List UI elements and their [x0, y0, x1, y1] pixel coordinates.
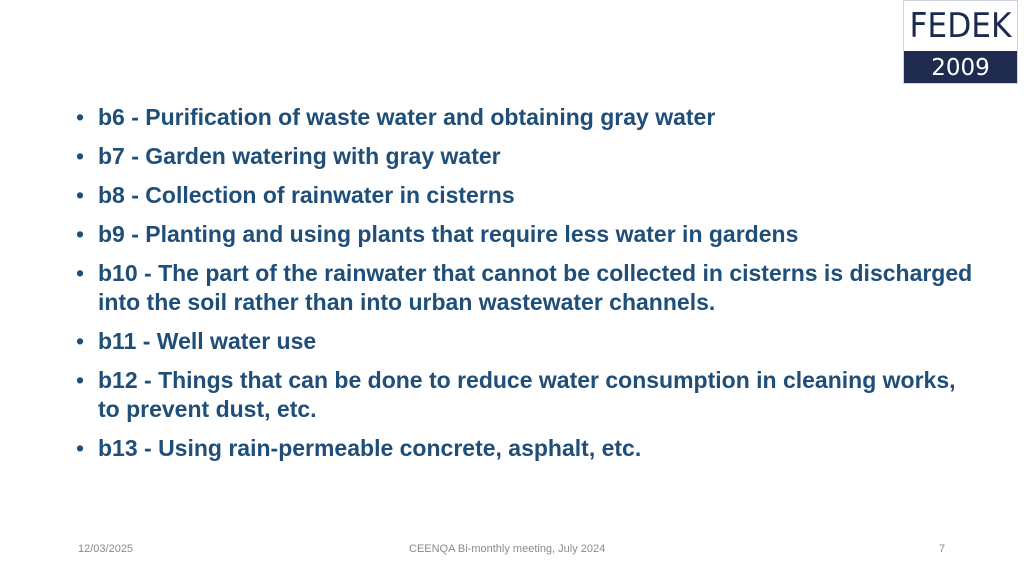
bullet-list [75, 103, 975, 473]
slide-number: 7 [939, 543, 946, 555]
logo-name-area [904, 1, 1017, 51]
bullet-item-b7 [75, 142, 975, 171]
bullet-text: b11 - Well water use [98, 328, 317, 354]
logo-year-area [904, 51, 1017, 84]
bullet-dot: • [76, 435, 85, 461]
bullet-text: b12 - Things that can be done to reduce water consumption in cleaning works, to prevent dust, etc. [98, 367, 956, 422]
bullet-text: b13 - Using rain-permeable concrete, asphalt, etc. [98, 435, 642, 461]
bullet-dot: • [76, 260, 85, 286]
bullet-item-b8 [75, 181, 975, 210]
logo-year: 2009 [931, 54, 990, 81]
footer-title: CEENQA Bi-monthly meeting, July 2024 [409, 543, 606, 555]
logo-name: FEDEK [909, 6, 1012, 46]
bullet-item-b13 [75, 434, 975, 463]
footer-date: 12/03/2025 [78, 543, 134, 555]
bullet-item-b6 [75, 103, 975, 132]
bullet-item-b9 [75, 220, 975, 249]
bullet-text: b9 - Planting and using plants that require less water in gardens [98, 221, 799, 247]
bullet-text: b7 - Garden watering with gray water [98, 143, 501, 169]
fedek-logo [903, 0, 1018, 84]
bullet-text: b10 - The part of the rainwater that cannot be collected in cisterns is discharged into the soil rather than into urban wastewater channels. [98, 260, 973, 315]
bullet-item-b10 [75, 259, 975, 317]
bullet-dot: • [76, 104, 85, 130]
bullet-text: b6 - Purification of waste water and obtaining gray water [98, 104, 716, 130]
bullet-item-b11 [75, 327, 975, 356]
bullet-dot: • [76, 182, 85, 208]
bullet-item-b12 [75, 366, 975, 424]
bullet-text: b8 - Collection of rainwater in cisterns [98, 182, 515, 208]
bullet-dot: • [76, 367, 85, 393]
bullet-dot: • [76, 221, 85, 247]
bullet-dot: • [76, 328, 85, 354]
bullet-dot: • [76, 143, 85, 169]
